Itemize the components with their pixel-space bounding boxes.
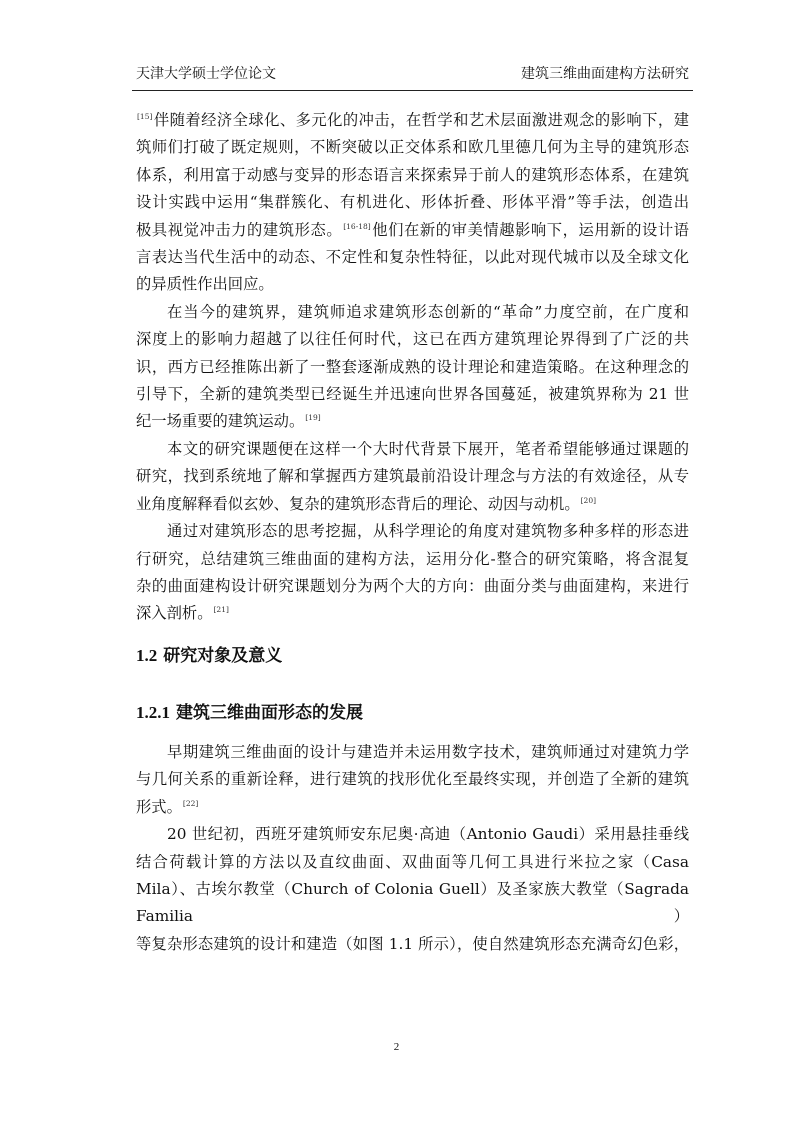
paragraph-intro <box>136 107 689 628</box>
text-line: 研究，找到系统地了解和掌握西方建筑最前沿设计理念与方法的有效途径，从专 <box>136 467 689 486</box>
citation: [21] <box>213 605 229 615</box>
header-thesis-title: 建筑三维曲面建构方法研究 <box>521 66 689 82</box>
citation: [22] <box>182 798 199 808</box>
page-number: 2 <box>393 1041 400 1053</box>
section-title: 研究对象及意义 <box>163 646 283 666</box>
header-university: 天津大学硕士学位论文 <box>136 66 276 82</box>
text-line: 深度上的影响力超越了以往任何时代，这已在西方建筑理论界得到了广泛的共 <box>136 330 689 349</box>
text-line: 杂的曲面建构设计研究课题划分为两个大的方向：曲面分类与曲面建构，来进行 <box>136 576 689 595</box>
section-number: 1.2 <box>136 646 158 665</box>
citation: [16-18] <box>343 221 371 231</box>
paragraph-development <box>136 739 689 958</box>
text-line: 引导下，全新的建筑类型已经诞生并迅速向世界各国蔓延，被建筑界称为 21 世 <box>136 385 689 404</box>
text-line: 等复杂形态建筑的设计和建造（如图 1.1 所示），使自然建筑形态充满奇幻色彩， <box>136 934 689 953</box>
text-line: 深入剖析。 <box>136 604 213 623</box>
citation: [19] <box>305 413 321 423</box>
text-line: 在当今的建筑界，建筑师追求建筑形态创新的“革命”力度空前，在广度和 <box>167 302 689 321</box>
text-line: 本文的研究课题便在这样一个大时代背景下展开，笔者希望能够通过课题的 <box>167 439 689 458</box>
text-line: 早期建筑三维曲面的设计与建造并未运用数字技术，建筑师通过对建筑力学 <box>167 743 689 761</box>
section-heading-1-2-1 <box>136 702 363 724</box>
text-line: 20 世纪初，西班牙建筑师安东尼奥·高迪（Antonio Gaudi）采用悬挂垂线 <box>167 825 689 844</box>
text-line: 体系，利用富于动感与变异的形态语言来探索异于前人的建筑形态体系，在建筑 <box>136 165 689 184</box>
text-line: 业角度解释看似玄妙、复杂的建筑形态背后的理论、动因与动机。 <box>136 494 580 513</box>
text-line: 与几何关系的重新诠释，进行建筑的找形优化至最终实现，并创造了全新的建筑 <box>136 770 689 789</box>
text-line: 极具视觉冲击力的建筑形态。 <box>136 220 343 239</box>
section-title: 建筑三维曲面形态的发展 <box>176 703 363 723</box>
text-line: 的异质性作出回应。 <box>136 275 274 294</box>
text-line: 他们在新的审美情趣影响下，运用新的设计语 <box>371 220 689 239</box>
text-line: 结合荷载计算的方法以及直纹曲面、双曲面等几何工具进行米拉之家（Casa <box>136 852 689 871</box>
text-line: 纪一场重要的建筑运动。 <box>136 412 305 431</box>
text-line: 行研究，总结建筑三维曲面的建构方法，运用分化-整合的研究策略，将含混复 <box>136 549 689 568</box>
text-line: 形式。 <box>136 797 182 816</box>
text-line: Mila）、古埃尔教堂（Church of Colonia Guell）及圣家族大教堂（Sagrada Familia） <box>136 880 689 926</box>
citation: [20] <box>580 495 597 505</box>
text-line: 通过对建筑形态的思考挖掘，从科学理论的角度对建筑物多种多样的形态进 <box>167 522 689 541</box>
section-heading-1-2 <box>136 645 282 667</box>
text-line: 伴随着经济全球化、多元化的冲击，在哲学和艺术层面激进观念的影响下，建 <box>153 111 689 129</box>
citation: [15] <box>137 112 153 121</box>
text-line: 设计实践中运用“集群簇化、有机进化、形体折叠、形体平滑”等手法，创造出 <box>136 193 689 212</box>
text-line: 识，西方已经推陈出新了一整套逐渐成熟的设计理论和建造策略。在这种理念的 <box>136 357 689 376</box>
section-number: 1.2.1 <box>136 703 170 722</box>
text-line: 筑师们打破了既定规则，不断突破以正交体系和欧几里德几何为主导的建筑形态 <box>136 138 689 157</box>
text-line: 言表达当代生活中的动态、不定性和复杂性特征，以此对现代城市以及全球文化 <box>136 248 689 267</box>
header-rule <box>132 90 693 91</box>
